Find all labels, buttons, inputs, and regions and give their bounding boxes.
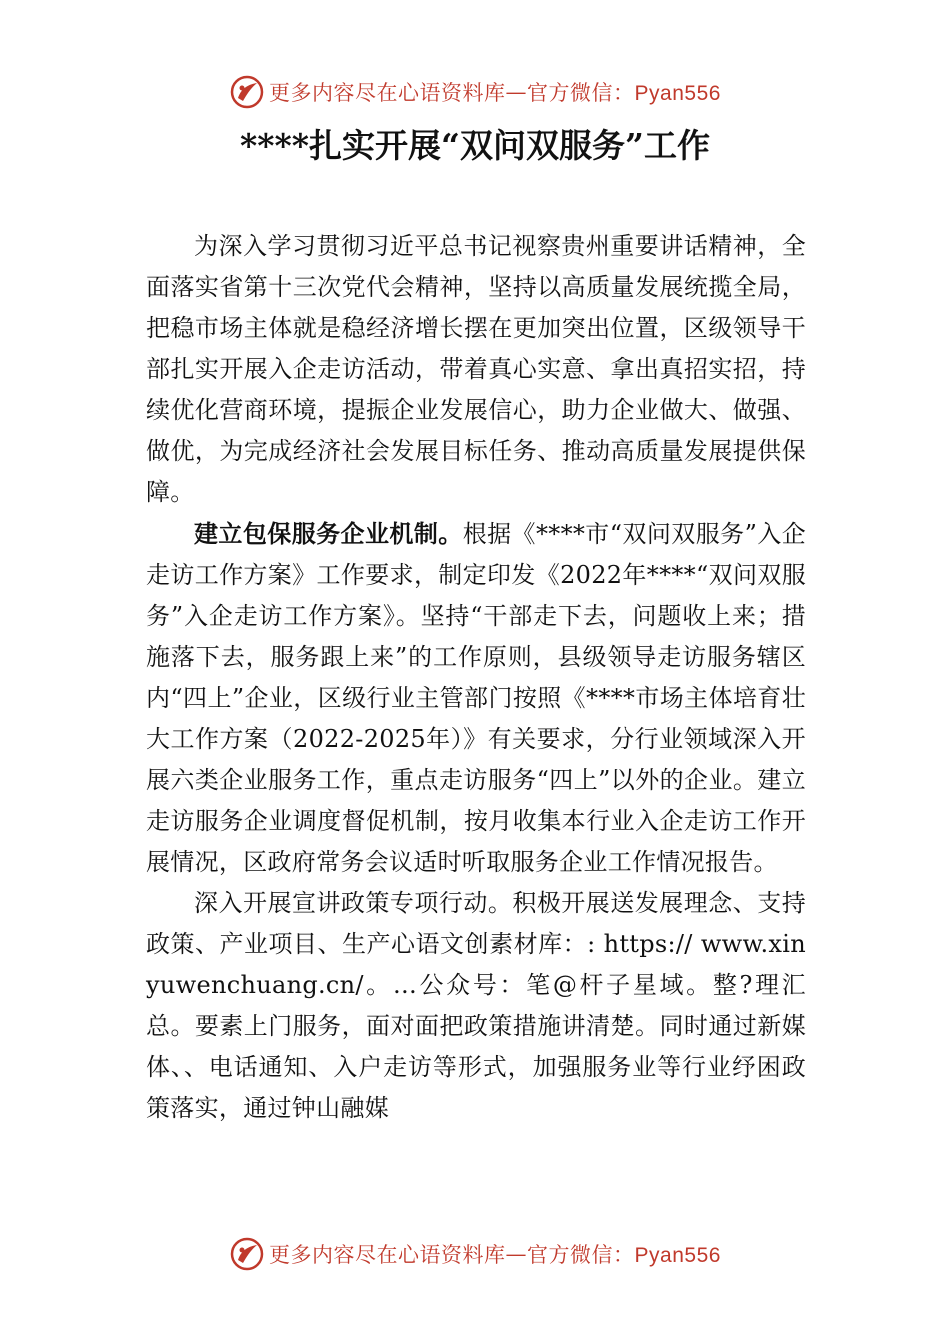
paragraph-policy (146, 883, 806, 1129)
paragraph-text: 深入开展宣讲政策专项行动。积极开展送发展理念、支持政策、产业项目、生产心语文创素材库：: https:// www.xinyuwenchuang.cn/。…公众号：笔@杆子星域。整?理汇总。要素上门服务，面对面把政策措施讲清楚。同时通过新媒体、、电话通知、入户走访等形式，加强服务业等行业纾困政策落实，通过钟山融媒 (146, 889, 806, 1122)
footer-contact: 官方微信：Pyan556 (527, 1244, 721, 1267)
paragraph-lead: 建立包保服务企业机制。 (194, 519, 463, 548)
paragraph-text: 根据《****市“双问双服务”入企走访工作方案》工作要求，制定印发《2022年****“双问双服务”入企走访工作方案》。坚持“干部走下去，问题收上来；措施落下去，服务跟上来”的工作原则，县级领导走访服务辖区内“四上”企业，区级行业主管部门按照《****市场主体培育壮大工作方案（2022-2025年）》有关要求，分行业领域深入开展六类企业服务工作，重点走访服务“四上”以外的企业。建立走访服务企业调度督促机制，按月收集本行业入企走访工作开展情况，区政府常务会议适时听取服务企业工作情况报告。 (146, 520, 806, 876)
paragraph-text: 为深入学习贯彻习近平总书记视察贵州重要讲话精神，全面落实省第十三次党代会精神，坚持以高质量发展统揽全局，把稳市场主体就是稳经济增长摆在更加突出位置，区级领导干部扎实开展入企走访活动，带着真心实意、拿出真招实招，持续优化营商环境，提振企业发展信心，助力企业做大、做强、做优，为完成经济社会发展目标任务、推动高质量发展提供保障。 (146, 232, 806, 506)
paragraph-intro (146, 226, 806, 513)
header-banner (0, 72, 950, 112)
logo-icon (229, 74, 265, 110)
footer-brand: 更多内容尽在心语资料库 (269, 1243, 506, 1267)
document-body (146, 226, 806, 1129)
logo-icon (229, 1236, 265, 1272)
paragraph-mechanism (146, 513, 806, 883)
header-brand: 更多内容尽在心语资料库 (269, 81, 506, 105)
page-title: ****扎实开展“双问双服务”工作 (240, 126, 710, 165)
footer-separator: — (505, 1242, 528, 1266)
header-contact: 官方微信：Pyan556 (527, 82, 721, 105)
header-separator: — (505, 80, 528, 104)
footer-banner (0, 1234, 950, 1274)
